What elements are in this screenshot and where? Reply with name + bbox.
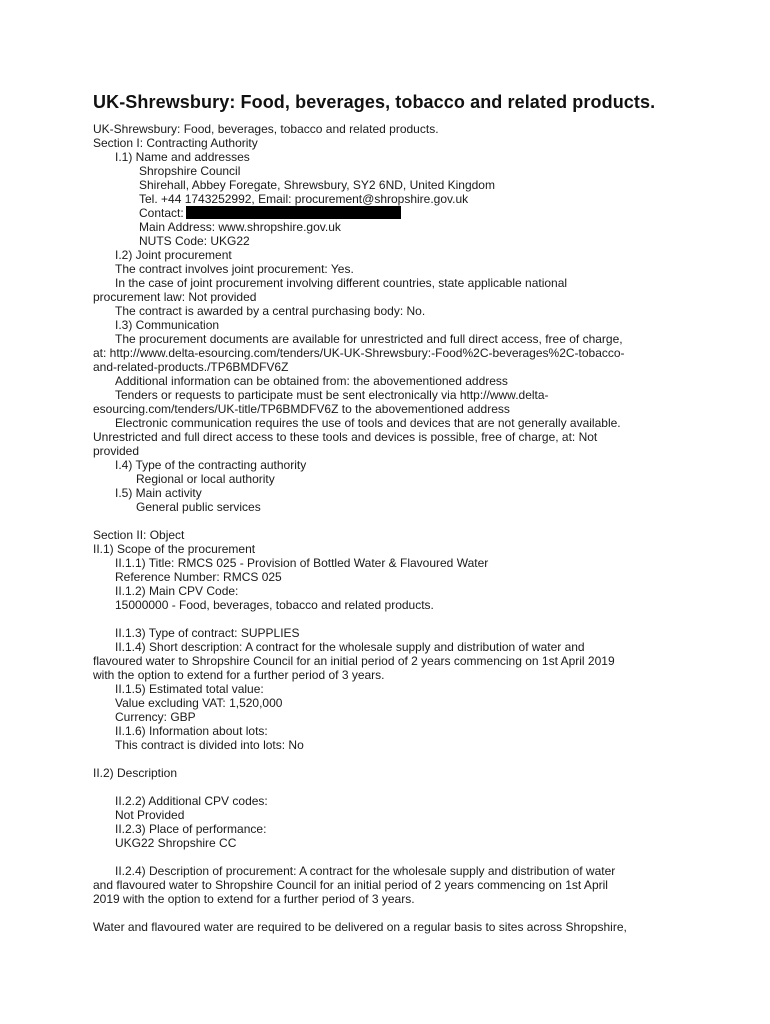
text-line: Water and flavoured water are required to be delivered on a regular basis to sites across Shropshire,	[93, 920, 627, 934]
text-line: Reference Number: RMCS 025	[115, 570, 282, 584]
text-line: II.1.3) Type of contract: SUPPLIES	[115, 626, 300, 640]
text-line: provided	[93, 444, 140, 458]
section-heading: Section I: Contracting Authority	[93, 136, 258, 150]
text-line: Shirehall, Abbey Foregate, Shrewsbury, SY2 6ND, United Kingdom	[139, 178, 495, 192]
text-line: Regional or local authority	[136, 472, 275, 486]
text-line: General public services	[136, 500, 261, 514]
text-line: esourcing.com/tenders/UK-title/TP6BMDFV6Z to the abovementioned address	[93, 402, 510, 416]
page-title: UK-Shrewsbury: Food, beverages, tobacco and related products.	[93, 92, 656, 112]
subsection-heading: II.1) Scope of the procurement	[93, 542, 256, 556]
text-line: Electronic communication requires the use of tools and devices that are not generally available.	[115, 416, 621, 430]
text-line: II.2.4) Description of procurement: A contract for the wholesale supply and distribution of water	[115, 864, 616, 878]
text-line: Main Address: www.shropshire.gov.uk	[139, 220, 341, 234]
blank-line	[93, 752, 683, 766]
text-line: NUTS Code: UKG22	[139, 234, 250, 248]
contact-line	[93, 206, 683, 220]
text-line: Currency: GBP	[115, 710, 196, 724]
text-line: This contract is divided into lots: No	[115, 738, 304, 752]
subsection-heading: I.1) Name and addresses	[115, 150, 250, 164]
text-line: II.1.2) Main CPV Code:	[115, 584, 239, 598]
text-line: The contract is awarded by a central purchasing body: No.	[115, 304, 426, 318]
text-line: The procurement documents are available for unrestricted and full direct access, free of charge,	[115, 332, 623, 346]
text-line: II.2.3) Place of performance:	[115, 822, 267, 836]
text-line: Additional information can be obtained from: the abovementioned address	[115, 374, 508, 388]
blank-line	[93, 850, 683, 864]
blank-line	[93, 906, 683, 920]
text-line: II.1.6) Information about lots:	[115, 724, 268, 738]
text-line: II.1.1) Title: RMCS 025 - Provision of Bottled Water & Flavoured Water	[115, 556, 489, 570]
text-line: UK-Shrewsbury: Food, beverages, tobacco and related products.	[93, 122, 439, 136]
text-line: at: http://www.delta-esourcing.com/tenders/UK-UK-Shrewsbury:-Food%2C-beverages%2C-tobacco-	[93, 346, 625, 360]
blank-line	[93, 514, 683, 528]
text-line: II.2.2) Additional CPV codes:	[115, 794, 268, 808]
text-line: II.1.5) Estimated total value:	[115, 682, 264, 696]
text-line: The contract involves joint procurement: Yes.	[115, 262, 354, 276]
text-line: Tel. +44 1743252992, Email: procurement@shropshire.gov.uk	[139, 192, 469, 206]
text-line: and flavoured water to Shropshire Council for an initial period of 2 years commencing on 1st April	[93, 878, 608, 892]
text-line: In the case of joint procurement involving different countries, state applicable national	[115, 276, 568, 290]
text-line: Value excluding VAT: 1,520,000	[115, 696, 283, 710]
subsection-heading: I.4) Type of the contracting authority	[115, 458, 307, 472]
text-line: and-related-products./TP6BMDFV6Z	[93, 360, 289, 374]
text-line: procurement law: Not provided	[93, 290, 257, 304]
subsection-heading: I.2) Joint procurement	[115, 248, 232, 262]
text-line: II.1.4) Short description: A contract for the wholesale supply and distribution of water and	[115, 640, 585, 654]
blank-line	[93, 612, 683, 626]
text-line: Not Provided	[115, 808, 185, 822]
section-heading: Section II: Object	[93, 528, 185, 542]
text-line: Shropshire Council	[139, 164, 241, 178]
contact-label: Contact:	[139, 206, 184, 220]
subsection-heading: II.2) Description	[93, 766, 178, 780]
subsection-heading: I.3) Communication	[115, 318, 220, 332]
blank-line	[93, 780, 683, 794]
text-line: Tenders or requests to participate must be sent electronically via http://www.delta-	[115, 388, 549, 402]
text-line: Unrestricted and full direct access to these tools and devices is possible, free of charge, at: Not	[93, 430, 598, 444]
redaction-box	[186, 206, 401, 219]
text-line: 15000000 - Food, beverages, tobacco and related products.	[115, 598, 434, 612]
text-line: 2019 with the option to extend for a further period of 3 years.	[93, 892, 415, 906]
text-line: flavoured water to Shropshire Council for an initial period of 2 years commencing on 1st April 2019	[93, 654, 615, 668]
subsection-heading: I.5) Main activity	[115, 486, 202, 500]
document-body	[93, 122, 683, 934]
text-line: with the option to extend for a further period of 3 years.	[93, 668, 385, 682]
text-line: UKG22 Shropshire CC	[115, 836, 237, 850]
